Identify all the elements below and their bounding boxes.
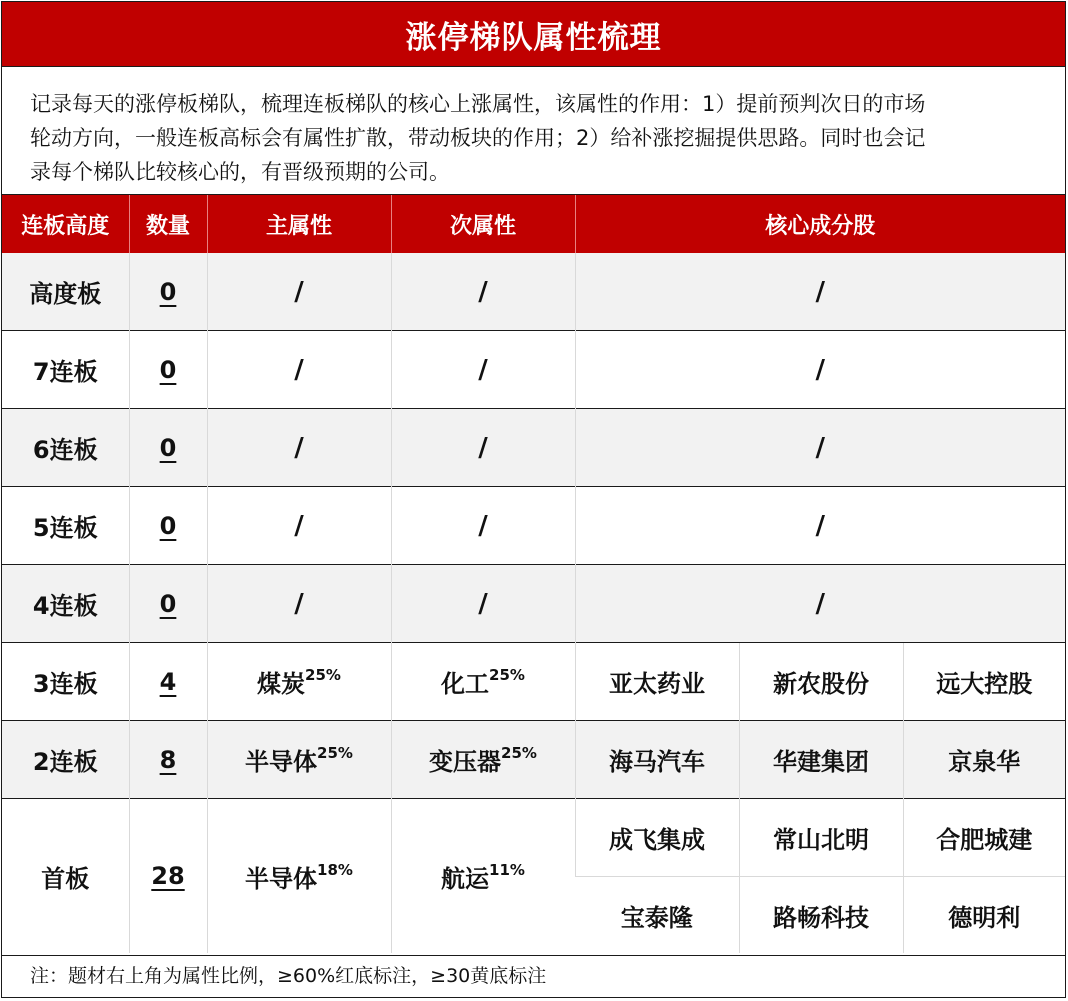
ladder-attributes-page (1, 1, 1066, 998)
row-height-label: 高度板 (2, 253, 129, 331)
attr-percent: 25% (489, 666, 525, 684)
row-core-stocks: / (575, 409, 1065, 487)
core-stock: 新农股份 (739, 643, 903, 721)
attr-name: 半导体 (245, 864, 318, 893)
header-main-attr: 主属性 (207, 195, 391, 253)
attr-percent: 11% (489, 860, 525, 879)
core-stock: 合肥城建 (903, 799, 1065, 877)
core-stock: 远大控股 (903, 643, 1065, 721)
description-block (2, 66, 1065, 195)
row-height-label: 首板 (2, 799, 129, 954)
row-count: 0 (129, 487, 207, 565)
row-main-attr (207, 643, 391, 721)
row-main-attr (207, 799, 391, 954)
row-sub-attr: / (391, 253, 575, 331)
row-main-attr: / (207, 487, 391, 565)
header-count: 数量 (129, 195, 207, 253)
row-core-stocks: / (575, 565, 1065, 643)
description-line: 录每个梯队比较核心的，有晋级预期的公司。 (30, 160, 450, 184)
table-row (2, 643, 1065, 721)
core-stock: 亚太药业 (575, 643, 739, 721)
table-row (2, 253, 1065, 331)
attr-name: 煤炭 (257, 670, 306, 698)
attr-name: 半导体 (245, 748, 318, 776)
row-count: 4 (129, 643, 207, 721)
row-height-label: 7连板 (2, 331, 129, 409)
table-row (2, 721, 1065, 799)
core-stock: 常山北明 (739, 799, 903, 877)
table-row (2, 565, 1065, 643)
row-main-attr: / (207, 253, 391, 331)
description-line: 记录每天的涨停板梯队，梳理连板梯队的核心上涨属性，该属性的作用：1）提前预判次日的市场 (30, 92, 926, 116)
row-height-label: 4连板 (2, 565, 129, 643)
row-height-label: 6连板 (2, 409, 129, 487)
row-count: 0 (129, 409, 207, 487)
row-sub-attr: / (391, 331, 575, 409)
header-core-stocks: 核心成分股 (575, 195, 1065, 253)
header-height: 连板高度 (2, 195, 129, 253)
attr-name: 化工 (441, 670, 490, 698)
table-row (2, 331, 1065, 409)
table-header-row (2, 195, 1065, 253)
row-height-label: 3连板 (2, 643, 129, 721)
row-core-stocks: / (575, 331, 1065, 409)
row-sub-attr: / (391, 565, 575, 643)
row-sub-attr: / (391, 409, 575, 487)
table-row (2, 409, 1065, 487)
core-stock: 海马汽车 (575, 721, 739, 799)
attr-name: 航运 (441, 864, 490, 893)
row-sub-attr (391, 799, 575, 954)
row-main-attr: / (207, 331, 391, 409)
row-main-attr (207, 721, 391, 799)
description-line: 轮动方向，一般连板高标会有属性扩散，带动板块的作用；2）给补涨挖掘提供思路。同时也会记 (30, 126, 926, 150)
row-main-attr: / (207, 409, 391, 487)
row-count: 0 (129, 565, 207, 643)
attr-percent: 25% (317, 744, 353, 762)
core-stock: 京泉华 (903, 721, 1065, 799)
attr-percent: 25% (305, 666, 341, 684)
table-row (2, 487, 1065, 565)
core-stock: 华建集团 (739, 721, 903, 799)
table-row (2, 799, 1065, 877)
row-main-attr: / (207, 565, 391, 643)
attr-percent: 18% (317, 860, 353, 879)
row-sub-attr: / (391, 487, 575, 565)
row-sub-attr (391, 643, 575, 721)
page-title: 涨停梯队属性梳理 (2, 2, 1065, 66)
row-count: 28 (129, 799, 207, 954)
ladder-table (2, 195, 1065, 953)
row-sub-attr (391, 721, 575, 799)
core-stock: 成飞集成 (575, 799, 739, 877)
core-stock: 宝泰隆 (575, 877, 739, 954)
core-stock: 路畅科技 (739, 877, 903, 954)
header-sub-attr: 次属性 (391, 195, 575, 253)
row-count: 0 (129, 253, 207, 331)
row-count: 0 (129, 331, 207, 409)
row-core-stocks: / (575, 253, 1065, 331)
row-count: 8 (129, 721, 207, 799)
row-core-stocks: / (575, 487, 1065, 565)
core-stock: 德明利 (903, 877, 1065, 954)
row-height-label: 5连板 (2, 487, 129, 565)
footnote: 注：题材右上角为属性比例，≥60%红底标注，≥30黄底标注 (2, 955, 1065, 997)
attr-name: 变压器 (429, 748, 502, 776)
row-height-label: 2连板 (2, 721, 129, 799)
attr-percent: 25% (501, 744, 537, 762)
